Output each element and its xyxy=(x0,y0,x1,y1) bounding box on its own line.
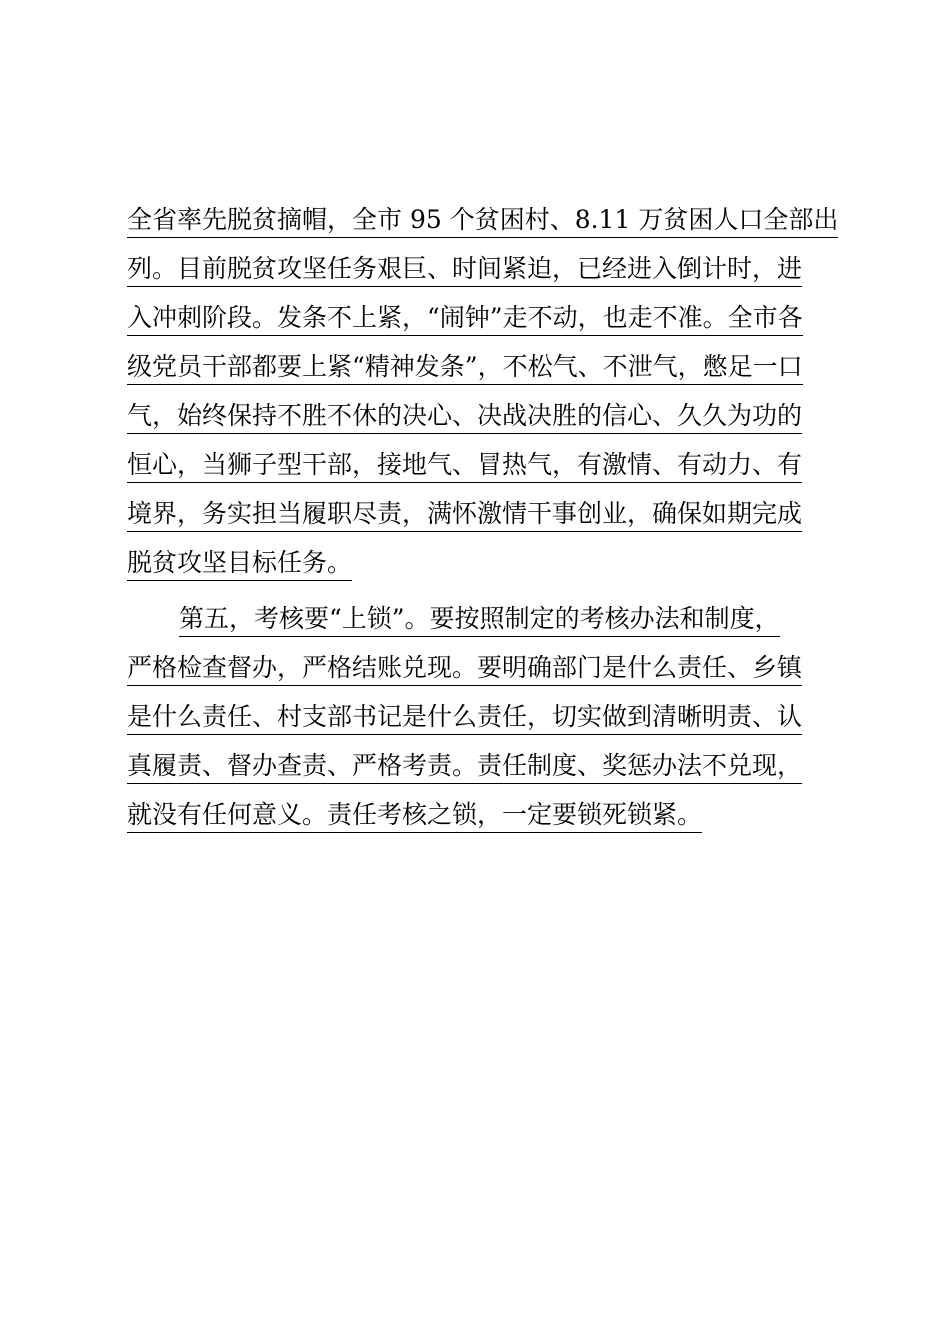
paragraph-2-line-5: 就没有任何意义。责任考核之锁，一定要锁死锁紧。 xyxy=(127,795,702,835)
paragraph-1-line-6: 恒心，当狮子型干部，接地气、冒热气，有激情、有动力、有 xyxy=(127,445,802,485)
paragraph-1-line-4: 级党员干部都要上紧“精神发条”，不松气、不泄气，憋足一口 xyxy=(127,347,803,387)
paragraph-2-line-3: 是什么责任、村支部书记是什么责任，切实做到清晰明责、认 xyxy=(127,697,802,737)
paragraph-1-line-7: 境界，务实担当履职尽责，满怀激情干事创业，确保如期完成 xyxy=(127,494,802,534)
paragraph-2-line-1: 第五，考核要“上锁”。要按照制定的考核办法和制度， xyxy=(179,599,780,639)
paragraph-1-line-2: 列。目前脱贫攻坚任务艰巨、时间紧迫，已经进入倒计时，进 xyxy=(127,249,802,289)
paragraph-2-line-2: 严格检查督办，严格结账兑现。要明确部门是什么责任、乡镇 xyxy=(127,648,802,688)
paragraph-1-line-1: 全省率先脱贫摘帽，全市 95 个贫困村、8.11 万贫困人口全部出 xyxy=(127,200,838,240)
paragraph-1-line-5: 气，始终保持不胜不休的决心、决战决胜的信心、久久为功的 xyxy=(127,396,802,436)
paragraph-1-line-8: 脱贫攻坚目标任务。 xyxy=(127,543,352,583)
paragraph-2-line-4: 真履责、督办查责、严格考责。责任制度、奖惩办法不兑现， xyxy=(127,746,802,786)
paragraph-1-line-3: 入冲刺阶段。发条不上紧，“闹钟”走不动，也走不准。全市各 xyxy=(127,298,803,338)
